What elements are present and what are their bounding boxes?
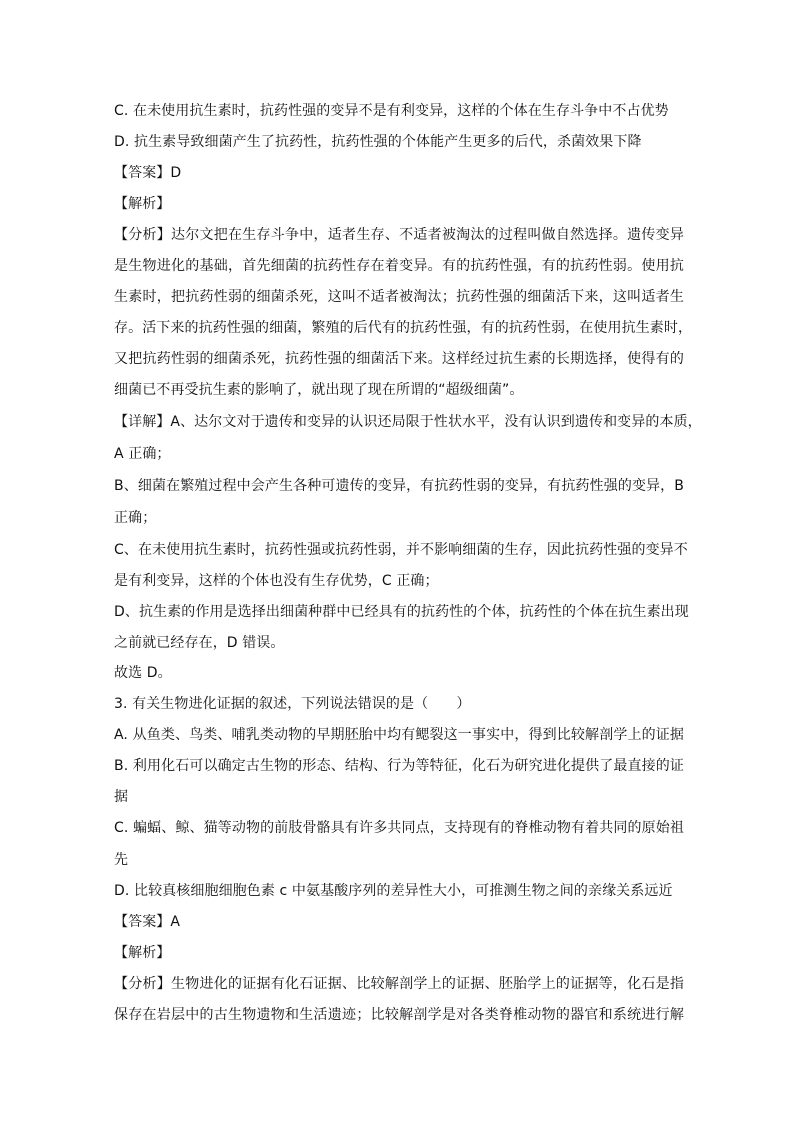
detail-paragraph-line: 是有利变异，这样的个体也没有生存优势，C 正确；: [114, 573, 439, 589]
option-c-line: C. 在未使用抗生素时，抗药性强的变异不是有利变异，这样的个体在生存斗争中不占优势: [114, 103, 669, 119]
option-a-line: A. 从鱼类、鸟类、哺乳类动物的早期胚胎中均有鳃裂这一事实中，得到比较解剖学上的证据: [114, 727, 684, 743]
analysis-heading: 【解析】: [114, 196, 171, 212]
analysis-heading: 【解析】: [114, 945, 171, 961]
analysis-paragraph-line: 细菌已不再受抗生素的影响了，就出现了现在所谓的“超级细菌”。: [114, 382, 524, 398]
answer-label: 【答案】D: [114, 165, 182, 181]
analysis-paragraph-line: 【分析】达尔文把在生存斗争中，适者生存、不适者被淘汰的过程叫做自然选择。遗传变异: [114, 227, 684, 243]
option-b-line: 据: [114, 789, 129, 805]
option-c-line: 先: [114, 852, 129, 868]
analysis-paragraph-line: 是生物进化的基础，首先细菌的抗药性存在着变异。有的抗药性强，有的抗药性弱。使用抗: [114, 258, 684, 274]
detail-paragraph-line: 正确；: [114, 510, 157, 526]
detail-paragraph-line: B、细菌在繁殖过程中会产生各种可遗传的变异，有抗药性弱的变异，有抗药性强的变异，B: [114, 478, 684, 494]
detail-paragraph-line: C、在未使用抗生素时，抗药性强或抗药性弱，并不影响细菌的生存，因此抗药性强的变异不: [114, 542, 688, 558]
analysis-paragraph-line: 生素时，把抗药性弱的细菌杀死，这叫不适者被淘汰；抗药性强的细菌活下来，这叫适者生: [114, 289, 684, 305]
detail-paragraph-line: A 正确；: [114, 446, 171, 462]
option-d-line: D. 抗生素导致细菌产生了抗药性，抗药性强的个体能产生更多的后代，杀菌效果下降: [114, 134, 642, 150]
option-b-line: B. 利用化石可以确定古生物的形态、结构、行为等特征，化石为研究进化提供了最直接的证: [114, 758, 684, 774]
analysis-paragraph-line: 又把抗药性弱的细菌杀死，抗药性强的细菌活下来。这样经过抗生素的长期选择，使得有的: [114, 351, 684, 367]
detail-paragraph-line: 【详解】A、达尔文对于遗传和变异的认识还局限于性状水平，没有认识到遗传和变异的本质，: [114, 414, 702, 430]
option-c-line: C. 蝙蝠、鲸、猫等动物的前肢骨骼具有许多共同点，支持现有的脊椎动物有着共同的原始祖: [114, 820, 684, 836]
conclusion-line: 故选 D。: [114, 665, 172, 681]
option-d-line: D. 比较真核细胞细胞色素 c 中氨基酸序列的差异性大小，可推测生物之间的亲缘关系远近: [114, 883, 673, 899]
question-3-stem: 3. 有关生物进化证据的叙述，下列说法错误的是（ ）: [114, 696, 471, 712]
detail-paragraph-line: D、抗生素的作用是选择出细菌种群中已经具有的抗药性的个体，抗药性的个体在抗生素出现: [114, 604, 689, 620]
answer-label: 【答案】A: [114, 914, 181, 930]
analysis-paragraph-line: 【分析】生物进化的证据有化石证据、比较解剖学上的证据、胚胎学上的证据等，化石是指: [114, 976, 684, 992]
detail-paragraph-line: 之前就已经存在，D 错误。: [114, 635, 285, 651]
analysis-paragraph-line: 保存在岩层中的古生物遗物和生活遗迹；比较解剖学是对各类脊椎动物的器官和系统进行解: [114, 1007, 684, 1023]
analysis-paragraph-line: 存。活下来的抗药性强的细菌，繁殖的后代有的抗药性强，有的抗药性弱，在使用抗生素时，: [114, 320, 693, 336]
